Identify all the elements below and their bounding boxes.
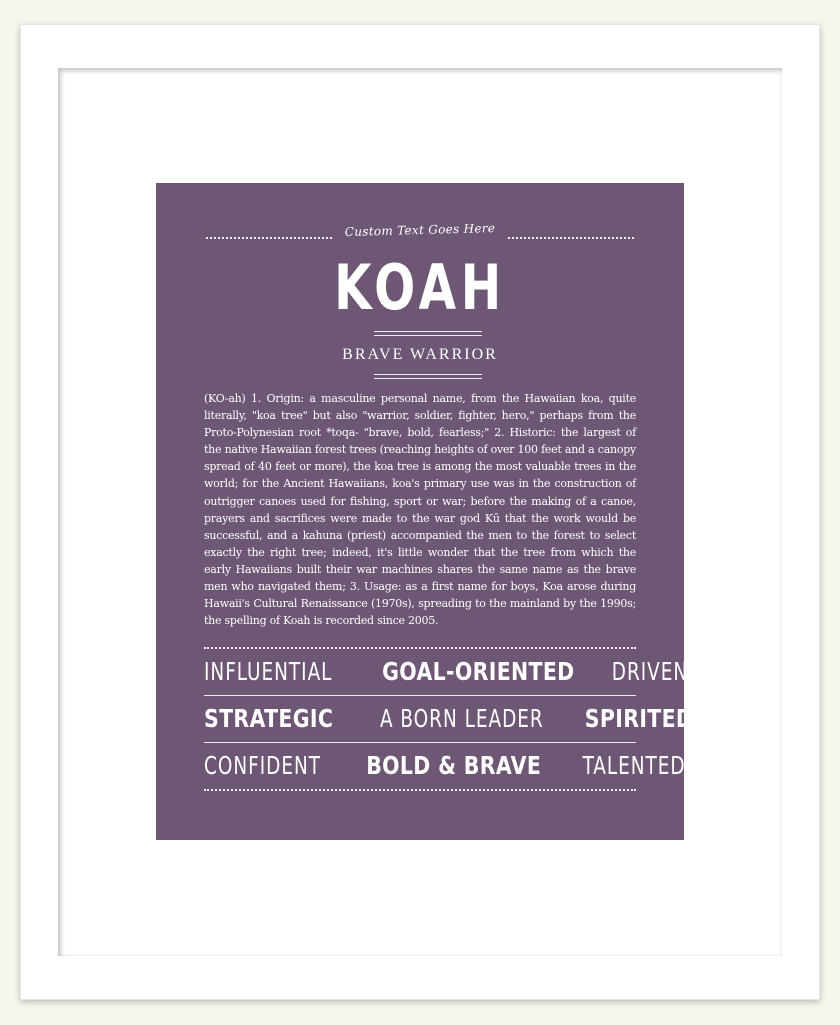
dotted-divider-right xyxy=(508,237,634,242)
meaning-rule-top-2 xyxy=(374,335,482,336)
meaning-rule-bottom-1 xyxy=(374,374,482,375)
traits-dotted-divider-top xyxy=(204,647,636,649)
traits-divider-2 xyxy=(204,742,636,743)
meaning-rule-bottom-2 xyxy=(374,378,482,379)
trait-1-3: DRIVEN xyxy=(612,657,689,686)
traits-row-1 xyxy=(204,655,689,691)
trait-2-1: STRATEGIC xyxy=(204,704,334,733)
name-title: KOAH xyxy=(334,251,506,324)
meaning-rule-top-1 xyxy=(374,331,482,332)
name-print xyxy=(156,183,694,840)
name-definition: (KO-ah) 1. Origin: a masculine personal name, from the Hawaiian koa, quite literally, "koa tree" but also "warrior, soldier, fighter, hero," perhaps from the Proto-Polynesian root *toqa- "brave, bold, fearless;" 2. Historic: the largest of the native Hawaiian forest trees (reaching heights of over 100 feet and a canopy spread of 40 feet or more), the koa tree is among the most valuable trees in the world; for the Ancient Hawaiians, koa's primary use was in the construction of outrigger canoes used for fishing, sport or war; before the making of a canoe, prayers and sacrifices were made to the war god Kū that the work would be successful, and a kahuna (priest) accompanied the men to the forest to select exactly the right tree; indeed, it's little wonder that the tree from which the early Hawaiians built their war machines shares the same name as the brave men who navigated them; 3. Usage: as a first name for boys, Koa arose during Hawaii's Cultural Renaissance (1970s), spreading to the mainland by the 1990s; the spelling of Koah is recorded since 2005. xyxy=(204,392,636,628)
traits-row-3 xyxy=(204,749,686,785)
trait-2-3: SPIRITED xyxy=(585,704,694,733)
trait-3-1: CONFIDENT xyxy=(204,751,322,780)
trait-3-2: BOLD & BRAVE xyxy=(365,751,541,780)
name-meaning: BRAVE WARRIOR xyxy=(342,346,498,363)
traits-dotted-divider-bottom xyxy=(204,789,636,791)
trait-1-2: GOAL-ORIENTED xyxy=(381,657,575,686)
custom-text: Custom Text Goes Here xyxy=(344,221,496,239)
traits-divider-1 xyxy=(204,695,636,696)
trait-2-2: A BORN LEADER xyxy=(379,704,544,733)
trait-1-1: INFLUENTIAL xyxy=(204,657,333,686)
custom-text-row xyxy=(206,223,634,243)
trait-3-3: TALENTED xyxy=(582,751,686,780)
traits-row-2 xyxy=(204,702,694,738)
